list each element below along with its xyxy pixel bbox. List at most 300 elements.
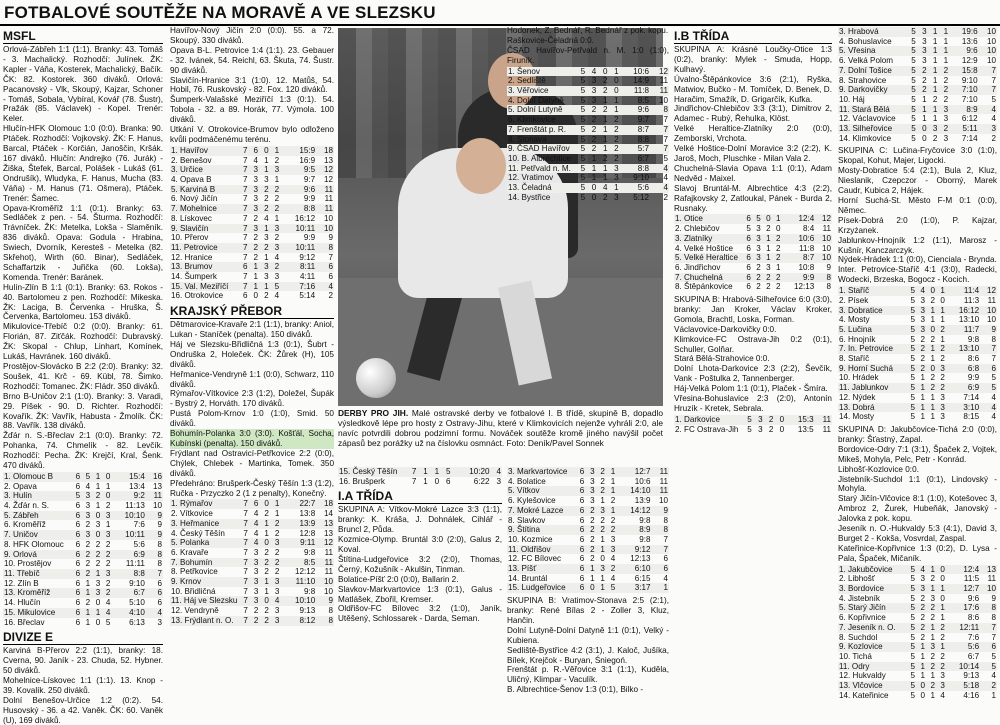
stat-cell: 4 (991, 104, 996, 114)
table-row (170, 529, 334, 539)
stat-cell: 2 (264, 204, 269, 214)
stat-cell: 2 (328, 291, 333, 301)
stat-cell: 2 (930, 383, 935, 393)
stat-cell: 1 (920, 642, 925, 652)
stat-cell: 7 (663, 124, 668, 134)
team-name-cell: 12. Zlín B (4, 578, 39, 588)
stat-cell: 10 (986, 46, 996, 56)
stat-cell: 10:8 (798, 262, 815, 272)
stat-cell: 5 (105, 617, 111, 627)
result-paragraph: Frenštát p. R.-Věřovice 3:1 (1:1), Kuděla, Uličný, Klimpar - Vaculík. (507, 665, 669, 685)
stat-cell: 2 (274, 528, 280, 538)
stat-cell: 7 (991, 75, 996, 85)
stat-cell: 1 (943, 36, 949, 46)
result-paragraph: Žďár n. S.-Břeclav 2:1 (0:0). Branky: 72. Pohanka, 74. Chmelík - 82. Levčík. Rozhodčí: Pecha. ŽK: Krejčí, Kral, Šenk. 470 diváků. (3, 431, 163, 471)
stat-cell: 1 (614, 66, 619, 76)
stat-cell: 2 (920, 354, 925, 364)
stat-cell: 1 (590, 564, 595, 574)
stat-cell: 7 (663, 134, 668, 144)
stat-cell: 8:8 (133, 569, 145, 578)
result-paragraph: Velké Heraltice-Zlatníky 2:0 (0:0), Zemborski, Vrchota. (674, 124, 832, 144)
stat-cell: 4 (328, 281, 333, 291)
column-6 (838, 26, 997, 700)
stat-cell: 6 (446, 476, 451, 486)
stat-cell: 18 (323, 145, 333, 155)
stat-cell: 11 (659, 476, 668, 486)
result-paragraph: SKUPINA B: Vratimov-Stonava 2:5 (2:1), branky: René Bílas 2 - Zoller 3, Kluz, Hančin. (507, 596, 669, 625)
table-row (3, 530, 163, 540)
stat-cell: 5 (991, 661, 996, 671)
stat-cell: 5 (910, 334, 915, 344)
stat-cell: 3 (253, 577, 259, 587)
stat-cell: 5 (580, 173, 586, 183)
stat-cell: 1 (95, 501, 101, 511)
team-name-cell: 13. Čeladná (508, 183, 552, 193)
stat-cell: 10:11 (295, 242, 316, 252)
stat-cell: 2 (264, 194, 269, 204)
stat-cell: 2 (663, 192, 668, 202)
team-name-cell: 11. Petřvald n. M. (508, 163, 571, 173)
stat-cell: 2 (591, 124, 597, 134)
stat-cell: 2 (590, 505, 595, 515)
result-paragraph: Oldřišov-FC Bílovec 3:2 (1:0), Janík, Utěšený, Schlossarek - Darda, Seman. (338, 604, 502, 624)
stat-cell: 5 (580, 105, 586, 115)
stat-cell: 3 (930, 593, 935, 603)
stat-cell: 1 (610, 505, 616, 515)
stat-cell: 8 (328, 606, 333, 616)
stat-cell: 3 (274, 577, 280, 587)
stat-cell: 7 (243, 615, 248, 625)
stat-cell: 0 (264, 596, 269, 606)
stat-cell: 4 (940, 690, 945, 700)
team-name-cell: 1. Rýmařov (171, 499, 213, 509)
stat-cell: 3 (920, 324, 925, 334)
table-row (838, 105, 997, 115)
team-name-cell: 2. Vítkovice (171, 509, 213, 519)
stat-cell: 5 (663, 153, 668, 163)
stat-cell: 2 (614, 115, 619, 125)
team-name-cell: 11. Jablunkov (839, 383, 889, 393)
stat-cell: 1 (991, 690, 996, 700)
team-name-cell: 8. Štěpánkovice (675, 282, 733, 292)
stat-cell: 5 (910, 603, 915, 613)
stat-cell: 0 (591, 192, 597, 202)
stat-cell: 1 (274, 499, 280, 509)
stat-cell: 6 (75, 559, 81, 569)
stat-cell: 6 (579, 564, 585, 574)
team-name-cell: 13. Frýdlant n. O. (171, 615, 234, 625)
stat-cell: 2 (600, 515, 605, 525)
stat-cell: 0 (920, 690, 925, 700)
stat-cell: 9 (157, 520, 162, 530)
stat-cell: 0 (922, 133, 927, 143)
stat-cell: 3 (105, 569, 111, 578)
stat-cell: 2 (590, 525, 595, 535)
stat-cell: 8 (991, 603, 996, 613)
stat-cell: 4 (496, 467, 501, 476)
stat-cell: 1 (920, 373, 925, 383)
stat-cell: 2 (85, 559, 91, 569)
stat-cell: 2 (768, 414, 774, 424)
table-row (507, 486, 669, 496)
stat-cell: 3 (253, 557, 259, 567)
stat-cell: 1 (932, 36, 938, 46)
stat-cell: 1 (930, 690, 935, 700)
stat-cell: 1 (105, 520, 111, 530)
team-name-cell: 6. Nový Jičín (171, 194, 218, 204)
team-name-cell: 8. Lískovec (171, 213, 212, 223)
table-row (170, 194, 334, 204)
stat-cell: 6 (157, 588, 162, 598)
stat-cell: 1 (663, 583, 668, 593)
stat-cell: 9:7 (637, 115, 650, 125)
stat-cell: 1 (940, 305, 945, 315)
stat-cell: 6:7 (967, 651, 980, 661)
stat-cell: 9:12 (634, 544, 651, 554)
stat-cell: 2 (922, 75, 927, 85)
stat-cell: 0 (95, 617, 101, 627)
stat-cell: 5 (911, 65, 916, 75)
stat-cell: 5 (910, 671, 915, 681)
caption-lead: DERBY PRO JIH. (338, 408, 409, 418)
stat-cell: 9:9 (803, 272, 815, 282)
stat-cell: 3 (943, 133, 949, 143)
stat-cell: 1 (264, 223, 269, 233)
team-name-cell: 13. Píšť (508, 564, 537, 574)
stat-cell: 7 (243, 557, 248, 567)
stat-cell: 2 (920, 632, 925, 642)
stat-cell: 17:6 (963, 603, 980, 613)
stat-cell: 1 (932, 104, 938, 114)
table-row (838, 623, 997, 633)
stat-cell: 6 (75, 607, 81, 617)
stat-cell: 3 (95, 588, 101, 598)
stat-cell: 1 (590, 573, 595, 583)
stat-cell: 6 (243, 262, 248, 272)
stat-cell: 1 (602, 134, 608, 144)
stat-cell: 5 (910, 286, 915, 296)
team-name-cell: 14. Bruntál (508, 573, 548, 583)
table-row (170, 596, 334, 606)
stat-cell: 1 (943, 56, 949, 66)
result-paragraph: Karviná B-Přerov 2:2 (1:1), branky: 18. Cverna, 90. Janík - 23. Chuda, 52. Hybner. 50 diváků. (3, 646, 163, 676)
stat-cell: 0 (779, 424, 785, 434)
stat-cell: 7 (243, 213, 248, 223)
stat-cell: 6 (75, 501, 81, 511)
table-row (838, 66, 997, 76)
stat-cell: 10:14 (958, 661, 980, 671)
team-name-cell: 6. Kopřivnice (839, 613, 886, 623)
stat-cell: 2 (775, 233, 781, 243)
stat-cell: 0 (602, 66, 608, 76)
stat-cell: 1 (922, 104, 927, 114)
stat-cell: 1 (920, 671, 925, 681)
stat-cell: 2 (274, 204, 280, 214)
stat-cell: 4 (591, 66, 597, 76)
stat-cell: 7 (991, 344, 996, 354)
table-row (170, 291, 334, 301)
stat-cell: 2 (991, 133, 996, 143)
team-name-cell: 4. Žďár n. S. (4, 501, 50, 511)
stat-cell: 9:7 (303, 174, 316, 184)
stat-cell: 5 (910, 363, 915, 373)
stat-cell: 13:6 (961, 36, 978, 46)
stat-cell: 3 (930, 642, 935, 652)
table-row (838, 594, 997, 604)
stat-cell: 9:11 (300, 538, 316, 548)
stat-cell: 0 (600, 554, 605, 564)
table-row (170, 233, 334, 243)
stat-cell: 11 (659, 486, 668, 496)
stat-cell: 13 (323, 518, 333, 528)
stat-cell: 6 (663, 564, 668, 574)
team-name-cell: 2. FC Ostrava-Jih (675, 424, 739, 434)
stat-cell: 2 (922, 65, 927, 75)
stat-cell: 6 (746, 272, 751, 282)
team-name-cell: 7. Dolní Tošice (839, 65, 892, 75)
table-row (507, 477, 669, 487)
stat-cell: 0 (95, 510, 101, 520)
stat-cell: 6:12 (961, 114, 978, 124)
stat-cell: 6 (991, 363, 996, 373)
stat-cell: 1 (930, 392, 935, 402)
stat-cell: 2 (920, 334, 925, 344)
stat-cell: 5 (580, 66, 586, 76)
stat-cell: 1 (775, 214, 781, 224)
stat-cell: 1 (600, 583, 605, 593)
result-paragraph: Libhošť-Kozlovice 0:0. (838, 464, 919, 474)
stat-cell: 1 (930, 632, 935, 642)
stat-cell: 2 (264, 509, 269, 519)
table-row (170, 175, 334, 185)
stat-cell: 6:10 (634, 564, 651, 574)
stat-cell: 2 (85, 539, 91, 549)
stat-cell: 9 (991, 324, 996, 334)
stat-cell: 5 (910, 344, 915, 354)
team-name-cell: 12. Nýdek (839, 392, 876, 402)
stat-cell: 3 (940, 363, 945, 373)
stat-cell: 4:10 (129, 607, 145, 617)
stat-cell: 3 (274, 272, 280, 282)
standings-table (170, 146, 334, 301)
stat-cell: 11 (324, 184, 333, 194)
stat-cell: 2 (775, 272, 781, 282)
team-name-cell: 4. Opava B (171, 174, 212, 184)
table-row (838, 315, 997, 325)
table-row (170, 606, 334, 616)
team-name-cell: 11. Petrovice (171, 242, 218, 252)
result-paragraph: Raškovice-Čeladná 0:0. (507, 35, 594, 45)
stat-cell: 4 (253, 518, 259, 528)
stat-cell: 9:8 (639, 515, 651, 525)
stat-cell: 3:10 (963, 402, 980, 412)
stat-cell: 1 (920, 392, 925, 402)
stat-cell: 2 (610, 496, 616, 506)
result-paragraph-highlighted: Bohumín-Polanka 3:0 (3:0). Košťál, Socha, Kubínski (penalta). 150 diváků. (170, 429, 334, 448)
stat-cell: 8:15 (963, 412, 980, 422)
stat-cell: 1 (930, 564, 935, 574)
stat-cell: 0 (264, 538, 269, 548)
team-name-cell: 7. Frenštát p. R. (508, 124, 567, 134)
stat-cell: 5 (910, 392, 915, 402)
team-name-cell: 8. Stonava (508, 134, 547, 144)
team-name-cell: 9. ČSAD Havířov (508, 144, 570, 154)
stat-cell: 4:11 (299, 272, 316, 282)
stat-cell: 2 (105, 588, 111, 598)
team-name-cell: 3. Bordovice (839, 584, 884, 594)
stat-cell: 11:8 (799, 243, 815, 253)
stat-cell: 1 (600, 573, 605, 583)
stat-cell: 2 (253, 252, 259, 262)
team-name-cell: 6. Kylešovice (508, 496, 556, 506)
team-name-cell: 7. Mohelnice (171, 204, 217, 214)
table-row (674, 224, 832, 234)
stat-cell: 6 (746, 233, 751, 243)
stat-cell: 2 (940, 354, 945, 364)
table-row (507, 525, 669, 535)
football-icon (356, 358, 396, 398)
table-row (838, 403, 997, 413)
result-paragraph: Nýdek-Hrádek 1:1 (0:0), Cienciala - Brynda. (838, 255, 997, 265)
stat-cell: 8 (663, 105, 668, 115)
stat-cell: 3 (600, 505, 605, 515)
stat-cell: 1 (932, 65, 938, 75)
stat-cell: 2 (766, 224, 771, 234)
stat-cell: 3 (614, 192, 619, 202)
stat-cell: 7 (991, 622, 996, 632)
team-name-cell: 10. Háj (839, 94, 865, 104)
team-name-cell: 12. Hranice (171, 252, 213, 262)
stat-cell: 4 (105, 598, 111, 608)
stat-cell: 9:6 (637, 105, 650, 115)
stat-cell: 1 (930, 305, 935, 315)
result-paragraph: Kozmice-Olymp. Bruntál 3:0 (2:0), Galus 2, Koval. (338, 535, 502, 555)
stat-cell: 7 (243, 233, 248, 243)
stat-cell: 3 (253, 547, 259, 557)
stat-cell: 2 (922, 85, 927, 95)
stat-cell: 3 (274, 615, 280, 625)
stat-cell: 5 (991, 94, 996, 104)
stat-cell: 5 (910, 574, 915, 584)
table-row (674, 273, 832, 283)
stat-cell: 6:13 (129, 617, 145, 627)
stat-cell: 1 (940, 613, 945, 623)
standings-table (674, 214, 832, 292)
table-row (838, 364, 997, 374)
stat-cell: 11 (822, 224, 831, 234)
stat-cell: 2 (775, 282, 781, 292)
stat-cell: 2 (85, 598, 91, 608)
stat-cell: 7 (243, 586, 248, 596)
team-name-cell: 1. Darkovice (675, 414, 720, 424)
stat-cell: 3 (264, 233, 269, 243)
stat-cell: 6 (253, 499, 259, 509)
table-row (3, 598, 163, 608)
stat-cell: 5 (580, 76, 586, 86)
team-name-cell: 4. Český Těšín (171, 528, 225, 538)
stat-cell: 6 (328, 262, 333, 272)
stat-cell: 3 (614, 163, 619, 173)
stat-cell: 4 (253, 528, 259, 538)
stat-cell: 7 (991, 65, 996, 75)
stat-cell: 6 (75, 539, 81, 549)
stat-cell: 5 (911, 75, 916, 85)
table-row (3, 569, 163, 579)
stat-cell: 8:8 (637, 134, 650, 144)
table-row (838, 114, 997, 124)
stat-cell: 3 (253, 586, 259, 596)
stat-cell: 6 (746, 262, 751, 272)
stat-cell: 3:17 (634, 583, 651, 593)
table-row (170, 262, 334, 272)
table-row (838, 584, 997, 594)
stat-cell: 7 (243, 145, 248, 155)
stat-cell: 3 (85, 530, 91, 540)
stat-cell: 6 (75, 481, 81, 491)
table-row (3, 520, 163, 530)
table-row (170, 224, 334, 234)
stat-cell: 10:6 (633, 66, 650, 76)
stat-cell: 1 (591, 173, 597, 183)
stat-cell: 2 (768, 424, 774, 434)
stat-cell: 3 (922, 56, 927, 66)
result-paragraph: Pustá Polom-Krnov 1:0 (1:0), Smid. 50 diváků. (170, 409, 334, 429)
result-paragraph: Heřmanice-Vendryně 1:1 (0:0), Schwarz, 110 diváků. (170, 369, 334, 389)
team-name-cell: 1. Šenov (508, 66, 540, 76)
table-row (674, 214, 832, 224)
team-name-cell: 4. Velké Hoštice (675, 243, 734, 253)
stat-cell: 0 (922, 124, 927, 134)
table-row (838, 325, 997, 335)
result-paragraph: Štítina-Ludgeřovice 3:2 (2:0), Thomas, Černý, Kožušník - Akulšin, Tinman. (338, 554, 502, 574)
result-paragraph: Chuchelná-Slavia Opava 1:1 (0:1), Adam Nedvěd - Maixel. (674, 163, 832, 183)
table-row (507, 545, 669, 555)
table-row (838, 95, 997, 105)
stat-cell: 7 (243, 204, 248, 214)
table-row (838, 306, 997, 316)
table-row (170, 538, 334, 548)
caption-text: Malé ostravské derby ve fotbalové I. B třídě, skupině B, dopadlo výsledkově lépe pro hosty z Ostravy-Jihu, které v Klimkovicích nejenže vyhráli 2:0, ale navíc potvrdili dobrou podzimní formu. Nováček soutěže kromě jiného navýšil počet zápasů bez porážky už na číslovku osmnáct. (338, 408, 663, 448)
team-name-cell: 10. Prostějov (4, 559, 52, 569)
stat-cell: 0 (930, 324, 935, 334)
standings-table (507, 67, 669, 203)
stat-cell: 3 (591, 76, 597, 86)
result-paragraph: Dolní Lhota-Darkovice 2:3 (2:2), Ševčík, Vank - Poštulka 2, Tannenberger. (674, 364, 832, 384)
team-name-cell: 13. Brumov (171, 262, 213, 272)
stat-cell: 5 (746, 224, 751, 234)
stat-cell: 2 (756, 282, 761, 292)
stat-cell: 5 (910, 295, 915, 305)
stat-cell: 2 (610, 515, 616, 525)
stat-cell: 1 (920, 412, 925, 422)
team-name-cell: 9. Kozlovice (839, 642, 883, 652)
stat-cell: 1 (274, 174, 280, 184)
stat-cell: 1 (95, 569, 101, 578)
stat-cell: 0 (940, 564, 945, 574)
table-row (838, 85, 997, 95)
stat-cell: 1 (930, 315, 935, 325)
team-name-cell: 10. B. Albrechtice (508, 153, 571, 163)
stat-cell: 8:8 (637, 163, 650, 173)
stat-cell: 3 (264, 262, 269, 272)
table-row (3, 482, 163, 492)
result-paragraph: Hlučín-HFK Olomouc 1:0 (0:0). Branka: 90. Ptáček. Rozhodčí: Vojkovský. ŽK: F. Hanus, Barcal, Ptáček - Korčián, Janoščin, Kršák. 167 diváků. Hlučín: Andrejko (76. Jurák) - Žiška, Štefek, Barcal, Polášek - Lukáš (61. Ondrušík), Wludyka, F. Hanus, Mucha (83. Váňa) - M. Hanus (71. Ošmera), Ptáček. Trenér: Šamec. (3, 124, 163, 203)
stat-cell: 6:8 (967, 363, 980, 373)
stat-cell: 8:9 (966, 104, 978, 114)
team-name-cell: 10. Tichá (839, 651, 872, 661)
stat-cell: 6 (75, 471, 81, 481)
stat-cell: 2 (95, 549, 101, 559)
